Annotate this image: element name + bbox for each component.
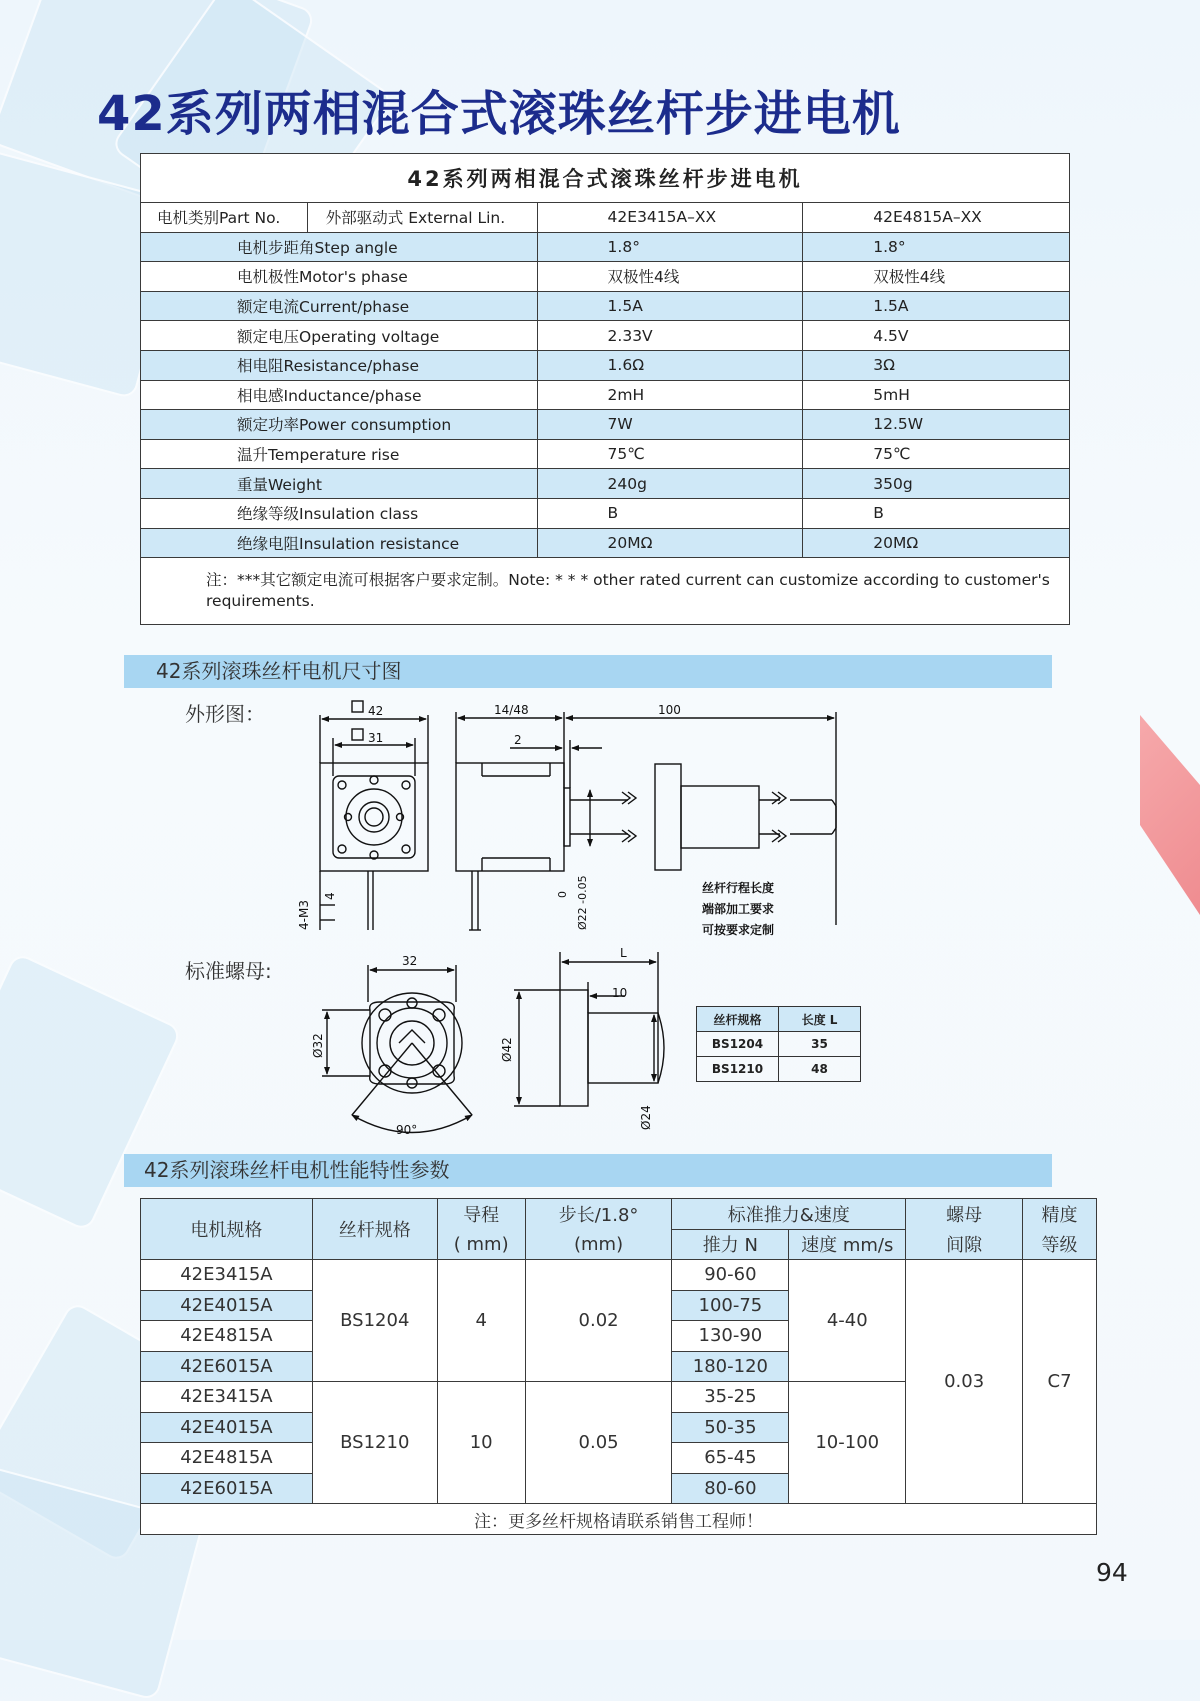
perf-header-motor: 电机规格 — [141, 1199, 313, 1260]
screw-note-line: 端部加工要求 — [702, 902, 775, 916]
motor-shaft-outer — [346, 789, 402, 845]
length-table-cell: BS1204 — [697, 1032, 779, 1057]
perf-motor: 42E4815A — [141, 1443, 313, 1474]
spec-row-value: 1.5A — [537, 291, 803, 321]
perf-thrust: 90-60 — [672, 1260, 789, 1291]
spec-note: 注：***其它额定电流可根据客户要求定制。Note: * * * other rated current can customize according to customer's requirements. — [141, 558, 1070, 625]
perf-header-lead: 导程 — [437, 1199, 525, 1230]
perf-motor: 42E4815A — [141, 1321, 313, 1352]
spec-row-label: 额定功率Power consumption — [141, 410, 538, 440]
spec-row-label: 重量Weight — [141, 469, 538, 499]
dim-42: 42 — [368, 704, 384, 718]
spec-row-value: 1.6Ω — [537, 350, 803, 380]
nut-hole — [407, 1078, 417, 1088]
spec-row-value: 1.8° — [803, 232, 1070, 262]
spec-row-value: 1.8° — [537, 232, 803, 262]
perf-accuracy: C7 — [1023, 1260, 1097, 1504]
perf-thrust: 100-75 — [672, 1290, 789, 1321]
spec-row-value: 双极性4线 — [803, 262, 1070, 292]
spec-row-value: 7W — [537, 410, 803, 440]
perf-screw: BS1204 — [312, 1260, 437, 1382]
length-table-row — [697, 1032, 861, 1057]
nut-hole — [402, 781, 410, 789]
spec-row-value: 2mH — [537, 380, 803, 410]
perf-step: 0.05 — [525, 1382, 672, 1504]
spec-row-label: 电机极性Motor's phase — [141, 262, 538, 292]
spec-row-label: 绝缘电阻Insulation resistance — [141, 528, 538, 558]
perf-header-thrust: 推力 N — [672, 1229, 789, 1260]
screw-note-line: 可按要求定制 — [702, 923, 775, 937]
length-table-row — [697, 1057, 861, 1082]
spec-row-label: 额定电压Operating voltage — [141, 321, 538, 351]
dim-22: Ø22 -0.05 — [576, 875, 589, 930]
nut-side-flange — [560, 990, 588, 1106]
perf-motor: 42E4015A — [141, 1412, 313, 1443]
spec-row-value: 20MΩ — [803, 528, 1070, 558]
motor-side-body — [456, 763, 564, 871]
perf-lead: 4 — [437, 1260, 525, 1382]
spec-row-label: 绝缘等级Insulation class — [141, 498, 538, 528]
spec-row-value: 3Ω — [803, 350, 1070, 380]
dim-nut-10: 10 — [612, 986, 628, 1000]
dim-4-m3: 4-M3 — [297, 900, 311, 930]
perf-motor: 42E6015A — [141, 1473, 313, 1504]
dim-2: 2 — [514, 733, 522, 747]
perf-thrust: 130-90 — [672, 1321, 789, 1352]
spec-head-part-no: 电机类别Part No. — [141, 203, 308, 233]
square-symbol — [352, 701, 363, 712]
perf-motor: 42E4015A — [141, 1290, 313, 1321]
perf-header-thrust-speed: 标准推力&速度 — [672, 1199, 906, 1230]
outline-label: 外形图： — [185, 702, 265, 726]
spec-row-value: B — [803, 498, 1070, 528]
spec-row-value: 75℃ — [803, 439, 1070, 469]
perf-thrust: 180-120 — [672, 1351, 789, 1382]
perf-header-speed: 速度 mm/s — [789, 1229, 906, 1260]
spec-row-label: 额定电流Current/phase — [141, 291, 538, 321]
spec-row-value: 双极性4线 — [537, 262, 803, 292]
perf-header-backlash: 螺母 — [906, 1199, 1023, 1230]
length-table-cell: 48 — [779, 1057, 861, 1082]
perf-speed: 10-100 — [789, 1382, 906, 1504]
perf-header-accuracy: 精度 — [1023, 1199, 1097, 1230]
dim-14-48: 14/48 — [494, 703, 529, 717]
perf-header-step-unit: (mm) — [525, 1229, 672, 1260]
perf-step: 0.02 — [525, 1260, 672, 1382]
perf-thrust: 50-35 — [672, 1412, 789, 1443]
nut-hole — [402, 845, 410, 853]
perf-speed: 4-40 — [789, 1260, 906, 1382]
perf-thrust: 65-45 — [672, 1443, 789, 1474]
spec-row-label: 相电感Inductance/phase — [141, 380, 538, 410]
dim-nut-d24: Ø24 — [639, 1105, 653, 1130]
motor-shaft-inner — [365, 808, 383, 826]
perf-lead: 10 — [437, 1382, 525, 1504]
dim-4: 4 — [323, 892, 337, 900]
spec-row-label: 相电阻Resistance/phase — [141, 350, 538, 380]
nut-hole — [370, 776, 378, 784]
nut-side-body — [588, 1013, 658, 1083]
perf-note: 注：更多丝杆规格请联系销售工程师！ — [141, 1504, 1097, 1535]
performance-table — [140, 1198, 1097, 1535]
nut-front-key — [399, 1030, 425, 1043]
nut-side-end — [658, 1013, 664, 1083]
perf-screw: BS1210 — [312, 1382, 437, 1504]
dim-tolerance-top: 0 — [556, 891, 569, 898]
perf-motor: 42E6015A — [141, 1351, 313, 1382]
spec-row-value: 20MΩ — [537, 528, 803, 558]
perf-motor: 42E3415A — [141, 1260, 313, 1291]
spec-row-value: 240g — [537, 469, 803, 499]
dimension-section-title: 42系列滚珠丝杆电机尺寸图 — [124, 655, 1052, 688]
perf-header-lead-unit: ( mm) — [437, 1229, 525, 1260]
spec-row-value: 4.5V — [803, 321, 1070, 351]
spec-row-value: B — [537, 498, 803, 528]
perf-header-screw: 丝杆规格 — [312, 1199, 437, 1260]
perf-motor: 42E3415A — [141, 1382, 313, 1413]
dim-nut-d32: Ø32 — [311, 1033, 325, 1058]
length-table — [696, 1006, 861, 1082]
spec-head-model1: 42E3415A–XX — [537, 203, 803, 233]
nut-body — [681, 786, 759, 848]
spec-row-value: 12.5W — [803, 410, 1070, 440]
spec-row-value: 350g — [803, 469, 1070, 499]
motor-boss — [564, 788, 570, 846]
angle-line — [352, 1043, 412, 1115]
length-table-cell: BS1210 — [697, 1057, 779, 1082]
spec-row-label: 温升Temperature rise — [141, 439, 538, 469]
perf-backlash: 0.03 — [906, 1260, 1023, 1504]
spec-table-caption: 42系列两相混合式滚珠丝杆步进电机 — [141, 154, 1070, 203]
nut-hole — [433, 1009, 445, 1021]
length-table-cell: 35 — [779, 1032, 861, 1057]
spec-row-value: 2.33V — [537, 321, 803, 351]
page-number: 94 — [1096, 1558, 1128, 1587]
spec-row-value: 1.5A — [803, 291, 1070, 321]
perf-header-backlash-2: 间隙 — [906, 1229, 1023, 1260]
nut-hole — [338, 845, 346, 853]
nut-hole — [338, 781, 346, 789]
performance-section-title: 42系列滚珠丝杆电机性能特性参数 — [124, 1154, 1052, 1187]
nut-flange — [655, 764, 681, 870]
dim-nut-l: L — [620, 946, 627, 960]
spec-head-model2: 42E4815A–XX — [803, 203, 1070, 233]
motor-shaft-mid — [359, 802, 389, 832]
perf-header-step: 步长/1.8° — [525, 1199, 672, 1230]
spec-row-value: 75℃ — [537, 439, 803, 469]
spec-row-label: 电机步距角Step angle — [141, 232, 538, 262]
page-title: 42系列两相混合式滚珠丝杆步进电机 — [97, 86, 901, 142]
nut-hole — [407, 998, 417, 1008]
dim-nut-32: 32 — [402, 954, 418, 968]
square-symbol — [352, 729, 363, 740]
dim-100: 100 — [658, 703, 681, 717]
length-table-header: 丝杆规格 — [697, 1007, 779, 1032]
screw-note-line: 丝杆行程长度 — [702, 881, 775, 895]
nut-hole — [379, 1009, 391, 1021]
perf-header-accuracy-2: 等级 — [1023, 1229, 1097, 1260]
dim-31: 31 — [368, 731, 384, 745]
angle-line — [412, 1043, 472, 1115]
perf-thrust: 80-60 — [672, 1473, 789, 1504]
dim-nut-90: 90° — [396, 1123, 418, 1137]
spec-row-value: 5mH — [803, 380, 1070, 410]
motor-front-outline — [320, 763, 428, 871]
perf-row — [141, 1260, 1097, 1291]
spec-head-external: 外部驱动式 External Lin. — [307, 203, 537, 233]
length-table-header: 长度 L — [779, 1007, 861, 1032]
perf-thrust: 35-25 — [672, 1382, 789, 1413]
dim-nut-d42: Ø42 — [500, 1037, 514, 1062]
nut-label: 标准螺母: — [185, 959, 272, 983]
